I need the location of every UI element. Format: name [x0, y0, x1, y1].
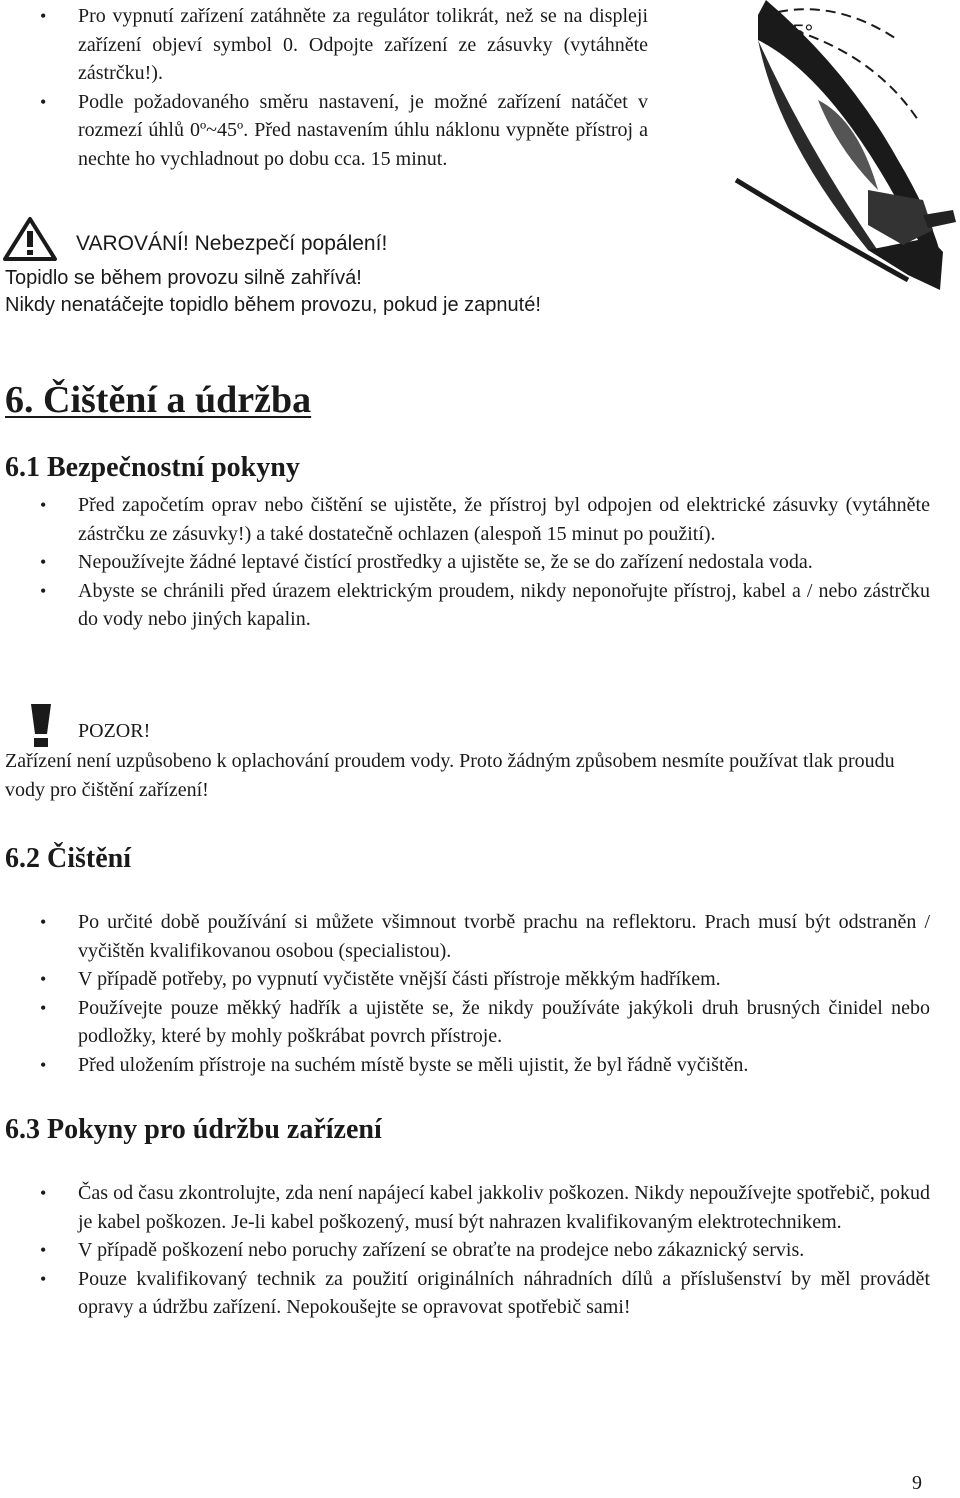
heater-tilt-figure — [718, 0, 960, 300]
warning-line-2: Nikdy nenatáčejte topidlo během provozu, pokud je zapnuté! — [5, 294, 541, 316]
list-item: • Čas od času zkontrolujte, zda není napájecí kabel jakkoliv poškozen. Nikdy nepoužívejte spotřebič, pokud je kabel poškozen. Je-li kabel poškozený, musí být nahrazen kvalifikovaným elektrotechnikem. — [0, 1179, 930, 1236]
section-title: 6. Čištění a údržba — [5, 379, 312, 421]
list-item: • Používejte pouze měkký hadřík a ujistěte se, že nikdy používáte jakýkoli druh brusných činidel nebo podložky, které by mohly poškrábat povrch přístroje. — [0, 994, 930, 1051]
list-item: • Nepoužívejte žádné leptavé čistící prostředky a ujistěte se, že se do zařízení nedostala voda. — [0, 548, 930, 577]
list-item: • Podle požadovaného směru nastavení, je možné zařízení natáčet v rozmezí úhlů 0º~45º. Před nastavením úhlu náklonu vypněte přístroj a nechte ho vychladnout po dobu cca. 15 minut. — [0, 88, 648, 174]
warning-line-1: Topidlo se během provozu silně zahřívá! — [5, 267, 362, 289]
subsection-title-6-1: 6.1 Bezpečnostní pokyny — [5, 452, 300, 483]
subsection-title-6-2: 6.2 Čištění — [5, 843, 131, 874]
subsection-title-6-3: 6.3 Pokyny pro údržbu zařízení — [5, 1114, 382, 1145]
list-item: • Před uložením přístroje na suchém místě byste se měli ujistit, že byl řádně vyčištěn. — [0, 1051, 930, 1080]
list-item: • Pouze kvalifikovaný technik za použití originálních náhradních dílů a příslušenství by měl provádět opravy a údržbu zařízení. Nepokoušejte se opravovat spotřebič sami! — [0, 1265, 930, 1322]
top-bullet-list — [0, 2, 648, 173]
warning-triangle-icon — [2, 216, 58, 267]
list-item: • Abyste se chránili před úrazem elektrickým proudem, nikdy neponořujte přístroj, kabel a / nebo zástrčku do vody nebo jiných kapalin. — [0, 577, 930, 634]
maintenance-list — [0, 1179, 930, 1322]
caution-text: Zařízení není uzpůsobeno k oplachování proudem vody. Proto žádným způsobem nesmíte používat tlak proudu vody pro čištění zařízení! — [5, 750, 895, 801]
list-item: • Před započetím oprav nebo čištění se ujistěte, že přístroj byl odpojen od elektrické zásuvky (vytáhněte zástrčku ze zásuvky!) a také dostatečně ochlazen (alespoň 15 minut po použití). — [0, 491, 930, 548]
list-item: • V případě potřeby, po vypnutí vyčistěte vnější části přístroje měkkým hadříkem. — [0, 965, 930, 994]
list-item: • V případě poškození nebo poruchy zařízení se obraťte na prodejce nebo zákaznický servis. — [0, 1236, 930, 1265]
angle-label: 45° — [780, 20, 814, 45]
safety-list — [0, 491, 930, 634]
exclamation-icon — [24, 702, 58, 753]
warning-title: VAROVÁNÍ! Nebezpečí popálení! — [76, 232, 388, 255]
cleaning-list — [0, 908, 930, 1079]
page-number: 9 — [912, 1472, 922, 1494]
list-item: • Po určité době používání si můžete všimnout tvorbě prachu na reflektoru. Prach musí být odstraněn / vyčištěn kvalifikovanou osobou (specialistou). — [0, 908, 930, 965]
caution-title: POZOR! — [78, 720, 151, 742]
heater-drawing-icon — [718, 0, 960, 300]
list-item: • Pro vypnutí zařízení zatáhněte za regulátor tolikrát, než se na displeji zařízení objeví symbol 0. Odpojte zařízení ze zásuvky (vytáhněte zástrčku!). — [0, 2, 648, 88]
